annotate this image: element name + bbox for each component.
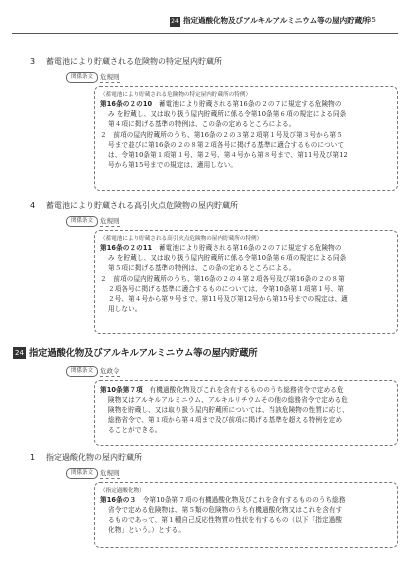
section-4-line: 用しない。 [108,305,142,313]
regulation-tag: 危規則 [100,469,120,477]
header-title: 指定過酸化物及びアルキルアルミニウム等の屋内貯蔵所 [183,16,370,25]
header-section-badge: 24 [171,18,179,25]
section-4-line: 第16条の２の11 蓄電池により貯蔵される第16条の２の７に規定する危険物の [100,244,342,252]
section-24-line: 険物又はアルキルアルミニウム、アルキルリチウムその他の総務省令で定める危 [108,396,348,404]
section-4-line: ２項各号に掲げる基準に適合するものについては、令第10条第１項第１号、第 [108,285,345,293]
ordinance-tag: 危政令 [100,367,120,375]
section-1-box-caption: （指定過酸化物） [100,488,145,494]
section-4-line: み を貯蔵し、又は取り扱う屋内貯蔵所に係る令第10条第６項の規定による同条 [108,254,347,262]
header-rule [12,33,398,34]
section-3-line: 号まで並びに第16条の２の８第２項各号に掲げる基準に適合するものについて [108,141,345,149]
section-1-line: 省令で定める危険物は、第５類の危険物のうち有機過酸化物又はこれを含有す [108,506,343,514]
section-3-box-caption: （蓄電池により貯蔵される危険物の特定屋内貯蔵所の特例） [100,92,252,98]
section-3-number: 3 [30,57,36,66]
section-4-line: 第５項に掲げる基準の特例は、この条の定めるところによる。 [108,264,296,272]
section-1-line: 化物」という。）とする。 [108,526,186,534]
regulation-tag: 危規則 [100,73,120,81]
section-3-title: 蓄電池により貯蔵される危険物の特定屋内貯蔵所 [46,57,222,66]
related-articles-tag: 関係条文 [66,72,98,83]
section-1-line: るものであって、第１種自己反応性物質の性状を有するもの（以下「指定過酸 [108,516,343,524]
section-1-line: 第16条の３ 令第10条第７項の有機過酸化物及びこれを含有するもののうち総務 [100,496,346,504]
section-1-title: 指定過酸化物の屋内貯蔵所 [46,453,142,462]
section-4-box-caption: （蓄電池により貯蔵される高引火点危険物の屋内貯蔵所の特例） [100,236,263,242]
section-4-number: 4 [30,201,36,210]
section-4-line: ２号、第４号から第９号まで、第11号及び第12号から第15号までの規定は、適 [108,295,348,303]
section-24-title: 指定過酸化物及びアルキルアルミニウム等の屋内貯蔵所 [29,348,258,359]
section-3-line: は、令第10条第１項第１号、第２号、第４号から第８号まで、第11号及び第12 [108,151,348,159]
section-3-line: 第４項に掲げる基準の特例は、この条の定めるところによる。 [108,120,296,128]
related-articles-tag: 関係条文 [66,468,98,479]
regulation-tag: 危規則 [100,217,120,225]
section-24-line: 総務省令で、第１項から第４項まで及び前項に掲げる基準を超える特例を定め [108,416,343,424]
section-24-line: 第10条第７項 有機過酸化物及びこれを含有するもののうち総務省令で定める危 [100,386,344,394]
section-1-number: 1 [30,453,36,462]
section-24-line: 険物を貯蔵し、又は取り扱う屋内貯蔵所については、当該危険物の性質に応じ、 [108,406,349,414]
related-articles-tag: 関係条文 [66,216,98,227]
section-3-heading [30,56,222,67]
page-number: 35 [367,16,376,24]
related-articles-tag: 関係条文 [66,366,98,377]
section-4-heading [30,200,238,211]
section-4-title: 蓄電池により貯蔵される高引火点危険物の屋内貯蔵所 [46,201,238,210]
section-3-line: ２ 前項の屋内貯蔵所のうち、第16条の２の３第２項第１号及び第３号から第５ [100,131,343,139]
section-24-line: ることができる。 [108,426,162,434]
section-4-line: ２ 前項の屋内貯蔵所のうち、第16条の２の４第２項各号及び第16条の２の８第 [100,275,345,283]
section-3-line: み を貯蔵し、又は取り扱う屋内貯蔵所に係る令第10条第６項の規定による同条 [108,110,347,118]
section-1-heading [30,452,142,463]
section-3-line: 第16条の２の10 蓄電池により貯蔵される第16条の２の７に規定する危険物の [100,100,342,108]
section-3-line: 号から第15号までの規定は、適用しない。 [108,161,238,169]
section-24-badge: 24 [13,347,26,359]
